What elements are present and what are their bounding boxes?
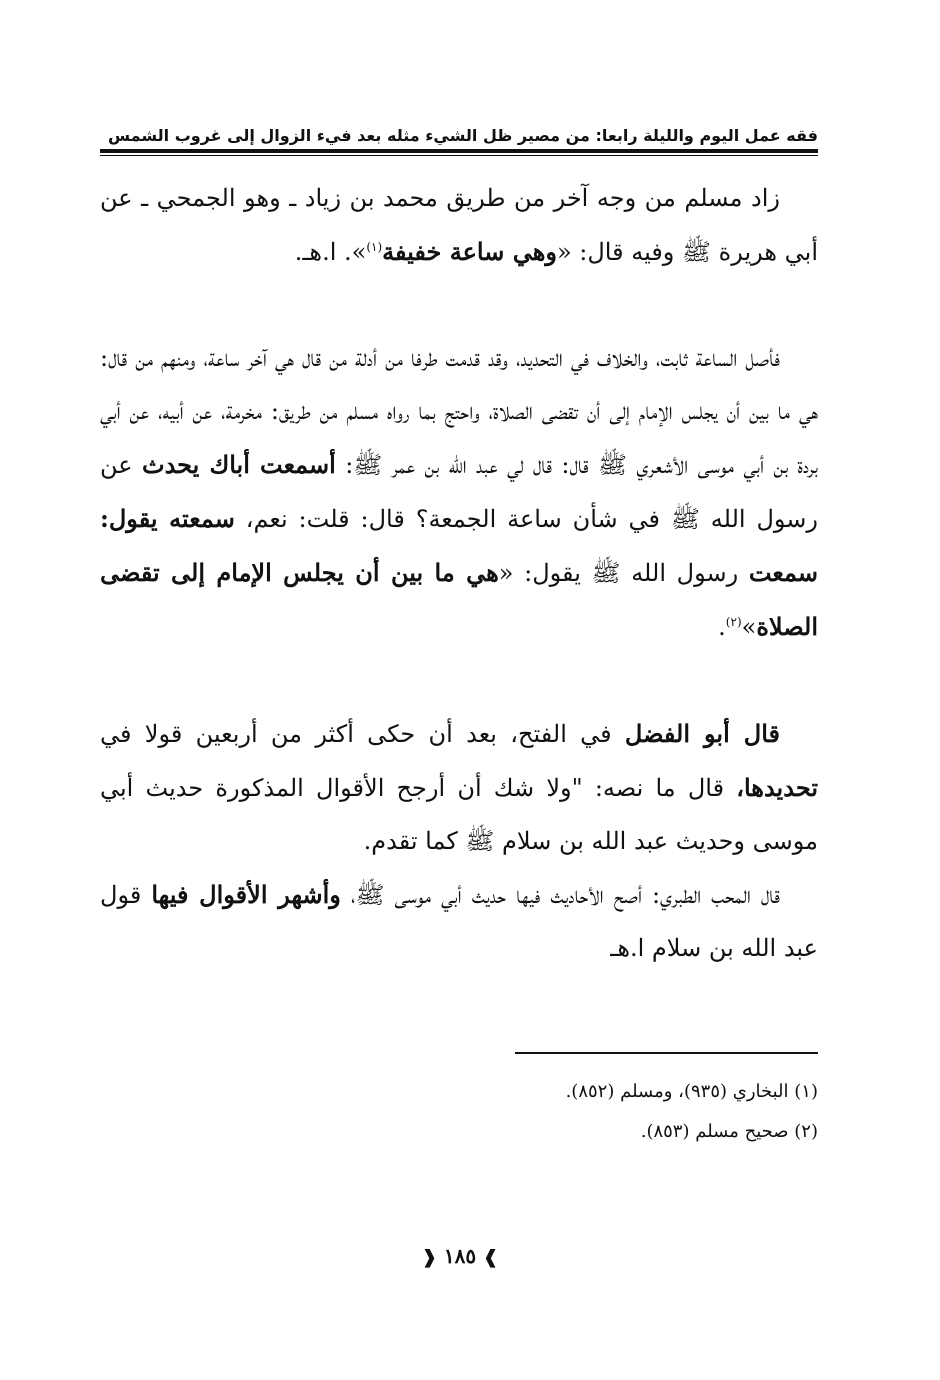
page-ornament-right-icon: ❱ [483,1247,499,1268]
paragraph-2-quote-close: » [741,613,757,641]
paragraph-1-quote: وهي ساعة خفيفة [382,237,557,266]
paragraph-4 [100,868,818,975]
footnote-1: (١) البخاري (٩٣٥)، ومسلم (٨٥٢). [565,1081,818,1102]
page-number-value: ١٨٥ [443,1244,477,1268]
footnote-ref-2[interactable]: (٢) [725,615,742,629]
body-text [100,172,818,975]
running-header [100,120,818,150]
paragraph-3 [100,707,818,868]
page-number [410,1244,510,1274]
paragraph-2-end: . [718,613,726,641]
footnote-rule [515,1052,818,1054]
paragraph-3-bold-2: تحديدها، [736,773,818,802]
header-rule [100,149,818,153]
paragraph-2-text-3: رسول الله ﷺ يقول: « [498,559,749,587]
paragraph-3-bold: قال أبو الفضل [624,719,780,748]
paragraph-2-text: فأصل الساعة ثابت، والخلاف في التحديد، وقد قدمت طرفا من أدلة من قال هي آخر ساعة، ومنهم من قال: هي ما بين أن يجلس الإمام إلى أن تقضى الصلاة، واحتج بما رواه مسلم من طريق: مخرمة، عن أبيه، عن أبي بردة بن أبي موسى الأشعري ﷺ قال: قال لي عبد الله بن عمر ﷺ: [100,344,819,479]
footnote-2: (٢) صحيح مسلم (٨٥٣). [640,1121,818,1142]
footnote-ref-1[interactable]: (١) [366,240,383,254]
paragraph-1-text: زاد مسلم من وجه آخر من طريق محمد بن زياد ـ وهو الجمحي ـ عن أبي هريرة ﷺ وفيه قال: « [100,184,818,266]
paragraph-4-text-2: قول عبد الله بن سلام ا.هـ [100,881,818,962]
footnotes [100,1072,818,1152]
paragraph-2-quote: هي ما بين أن يجلس الإمام إلى تقضى الصلاة [100,558,818,641]
paragraph-gap [100,279,818,332]
paragraph-2-text-2: عن رسول الله ﷺ في شأن ساعة الجمعة؟ قال: قلت: نعم، [100,451,818,533]
paragraph-1-end: ». ا.هـ. [294,238,367,266]
paragraph-3-text: في الفتح، بعد أن حكى أكثر من أربعين قولا في [100,720,625,748]
book-title: فقه عمل اليوم والليلة [643,126,818,145]
paragraph-3-text-2: قال ما نصه: "ولا شك أن أرجح الأقوال المذكورة حديث أبي موسى وحديث عبد الله بن سلام ﷺ كما تقدم. [100,774,818,855]
paragraph-4-bold: وأشهر الأقوال فيها [151,880,341,909]
page-ornament-left-icon: ❰ [421,1247,437,1268]
paragraph-2-bold-1: أسمعت أباك يحدث [141,450,336,479]
header-rule-thin [100,155,818,156]
paragraph-1 [100,172,818,279]
paragraph-2-bold-2: سمعته يقول: سمعت [100,504,818,587]
chapter-title: رابعا: من مصير ظل الشيء مثله بعد فيء الزوال إلى غروب الشمس [108,126,638,145]
paragraph-gap [100,654,818,707]
paragraph-4-text: قال المحب الطبري: أصح الأحاديث فيها حديث أبي موسى ﷺ، [340,881,781,909]
paragraph-2 [100,332,818,654]
